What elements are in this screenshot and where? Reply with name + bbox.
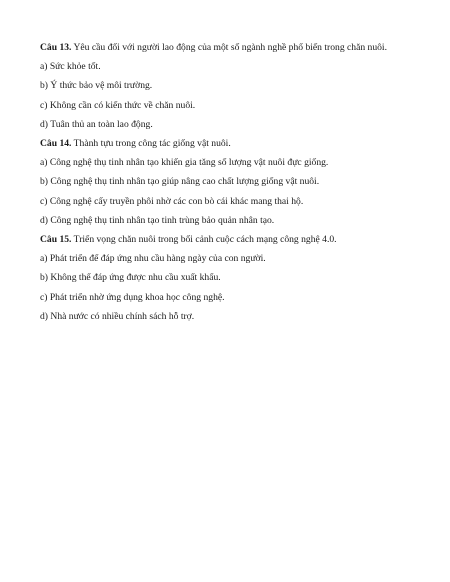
question-15-stem [40,230,420,249]
question-14-option-a: a) Công nghệ thụ tinh nhân tạo khiến gia tăng số lượng vật nuôi đực giống. [40,157,329,169]
question-14-label: Câu 14. [40,138,72,150]
question-15-option-c: c) Phát triển nhờ ứng dụng khoa học công nghệ. [40,291,225,303]
question-15-option-d: d) Nhà nước có nhiều chính sách hỗ trợ. [40,310,195,322]
question-15-option-b: b) Không thể đáp ứng được nhu cầu xuất khẩu. [40,272,221,284]
question-13-option-d: d) Tuân thủ an toàn lao động. [40,118,153,130]
question-13-stem [40,38,420,57]
question-13-text: Yêu cầu đối với người lao động của một số ngành nghề phổ biến trong chăn nuôi. [71,42,387,53]
question-15-option-a: a) Phát triển để đáp ứng nhu cầu hàng ngày của con người. [40,253,266,265]
document-page [40,38,420,326]
question-13-label: Câu 13. [40,42,72,53]
question-13-option-a: a) Sức khỏe tốt. [40,61,101,73]
question-13-option-c: c) Không cần có kiến thức về chăn nuôi. [40,99,196,111]
question-14-option-c: c) Công nghệ cấy truyền phôi nhờ các con bò cái khác mang thai hộ. [40,195,304,207]
question-13-option-b: b) Ý thức bảo vệ môi trường. [40,80,153,92]
question-14-stem [40,134,420,153]
question-15-text: Triển vọng chăn nuôi trong bối cảnh cuộc cách mạng công nghệ 4.0. [71,234,337,246]
question-15-label: Câu 15. [40,234,72,246]
question-14-option-d: d) Công nghệ thụ tinh nhân tạo tinh trùng bảo quản nhân tạo. [40,214,275,226]
question-14-option-b: b) Công nghệ thụ tinh nhân tạo giúp nâng cao chất lượng giống vật nuôi. [40,176,320,188]
question-14-text: Thành tựu trong công tác giống vật nuôi. [71,138,231,150]
